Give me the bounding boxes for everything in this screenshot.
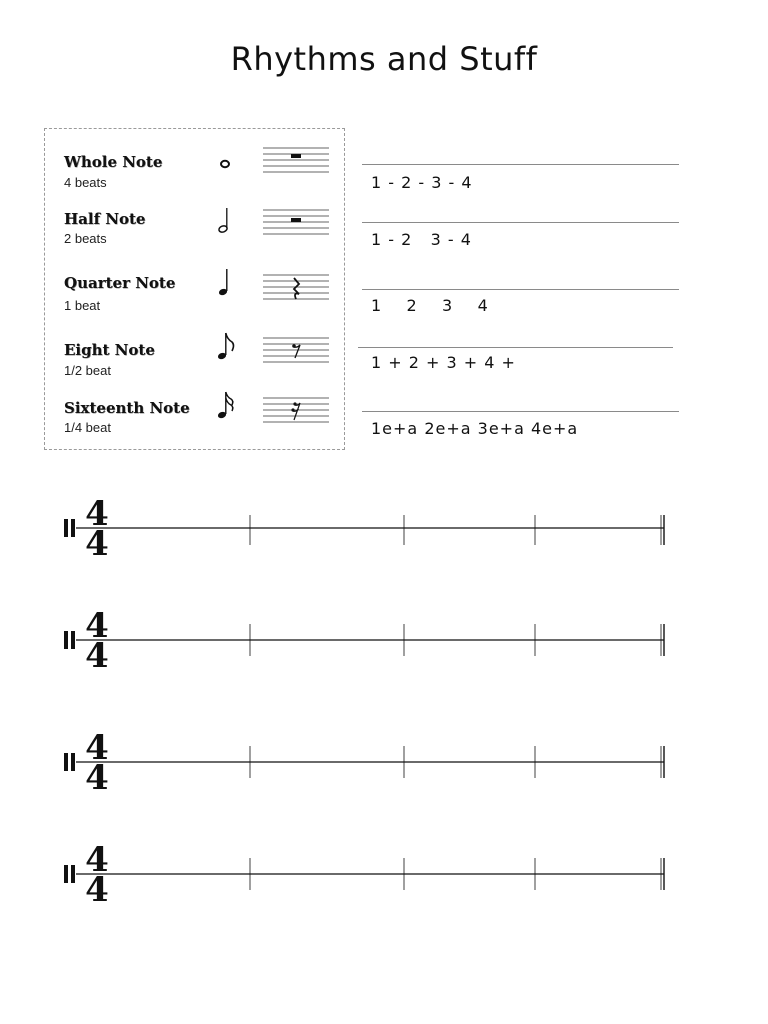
- quarter-note-icon: [215, 265, 239, 301]
- percussion-clef-icon: [64, 519, 75, 537]
- count-writing-line: [358, 347, 673, 348]
- note-beats-eighth: 1/2 beat: [64, 363, 111, 378]
- quarter-rest-icon: [263, 272, 329, 302]
- count-eighth: 1 + 2 + 3 + 4 +: [371, 353, 516, 372]
- rhythm-staff-3[interactable]: [62, 729, 672, 799]
- note-beats-whole: 4 beats: [64, 175, 107, 190]
- count-writing-line: [362, 289, 679, 290]
- percussion-clef-icon: [64, 753, 75, 771]
- rhythm-staff-2[interactable]: [62, 607, 672, 677]
- count-whole: 1 - 2 - 3 - 4: [371, 173, 473, 192]
- eighth-rest-icon: [263, 335, 329, 365]
- time-signature-top: 4: [85, 495, 109, 534]
- rhythm-staff-4[interactable]: [62, 841, 672, 911]
- note-name-eighth: Eight Note: [64, 341, 155, 359]
- count-quarter: 1 2 3 4: [371, 296, 489, 315]
- page-title: Rhythms and Stuff: [230, 40, 538, 78]
- time-signature-bottom: 4: [85, 870, 109, 910]
- time-signature-top: 4: [85, 729, 109, 768]
- percussion-clef-icon: [64, 631, 75, 649]
- sixteenth-rest-icon: [263, 395, 329, 425]
- note-name-half: Half Note: [64, 210, 146, 228]
- count-writing-line: [362, 164, 679, 165]
- percussion-clef-icon: [64, 865, 75, 883]
- count-writing-line: [362, 411, 679, 412]
- time-signature-top: 4: [85, 841, 109, 880]
- half-rest-icon: [263, 207, 329, 237]
- whole-note-icon: [215, 145, 239, 181]
- note-name-whole: Whole Note: [64, 153, 163, 171]
- note-beats-quarter: 1 beat: [64, 298, 101, 313]
- count-writing-line: [362, 222, 679, 223]
- time-signature-top: 4: [85, 607, 109, 646]
- note-beats-half: 2 beats: [64, 231, 107, 246]
- note-name-quarter: Quarter Note: [64, 274, 176, 292]
- count-sixteenth: 1e+a 2e+a 3e+a 4e+a: [371, 419, 579, 438]
- eighth-note-icon: [215, 329, 239, 365]
- note-name-sixteenth: Sixteenth Note: [64, 399, 190, 417]
- sixteenth-note-icon: [215, 388, 239, 424]
- whole-rest-icon: [263, 145, 329, 175]
- note-beats-sixteenth: 1/4 beat: [64, 420, 111, 435]
- count-half: 1 - 2 3 - 4: [371, 230, 472, 249]
- half-note-icon: [215, 203, 239, 239]
- note-legend-box: [44, 128, 345, 450]
- time-signature-bottom: 4: [85, 524, 109, 564]
- time-signature-bottom: 4: [85, 636, 109, 676]
- time-signature-bottom: 4: [85, 758, 109, 798]
- rhythm-staff-1[interactable]: [62, 495, 672, 565]
